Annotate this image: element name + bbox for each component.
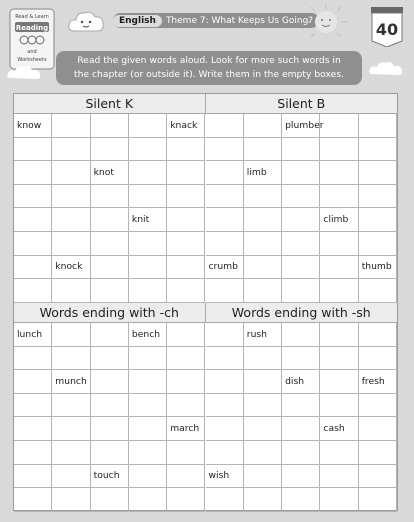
grid-cell[interactable] — [320, 114, 358, 138]
grid-cell[interactable] — [206, 161, 244, 185]
grid-cell[interactable] — [282, 465, 320, 489]
grid-cell[interactable] — [52, 161, 90, 185]
grid-cell[interactable] — [91, 417, 129, 441]
example-word: thumb — [361, 261, 392, 273]
grid-cell[interactable] — [129, 417, 167, 441]
sun-icon — [303, 2, 349, 42]
grid-cell[interactable] — [167, 465, 205, 489]
grid-cell[interactable] — [14, 208, 52, 232]
example-word: knack — [170, 119, 198, 131]
grid-cell[interactable] — [129, 370, 167, 394]
grid-cell[interactable] — [14, 347, 52, 371]
grid-cell[interactable] — [129, 114, 167, 138]
grid-cell[interactable] — [14, 441, 52, 465]
grid-cell[interactable] — [167, 323, 205, 347]
cloud-icon — [368, 58, 408, 78]
grid-cell[interactable] — [206, 417, 244, 441]
grid-cell[interactable] — [52, 279, 90, 303]
instruction-line: the chapter (or outside it). Write them in the empty boxes. — [73, 69, 345, 80]
svg-text:Read & Learn: Read & Learn — [15, 14, 49, 20]
example-word: bench — [131, 328, 161, 340]
grid-cell[interactable] — [206, 347, 244, 371]
example-word: crumb — [208, 261, 238, 273]
grid-cell[interactable] — [320, 347, 358, 371]
grid-cell[interactable] — [244, 394, 282, 418]
grid-cell[interactable] — [282, 161, 320, 185]
example-word: munch — [55, 376, 87, 387]
grid-cell[interactable] — [359, 161, 397, 185]
grid-cell[interactable] — [282, 323, 320, 347]
grid-cell[interactable] — [282, 232, 320, 256]
grid-cell[interactable] — [14, 488, 52, 512]
grid-cell[interactable] — [129, 185, 167, 209]
grid-cell[interactable] — [359, 279, 397, 303]
grid-cell[interactable] — [320, 323, 358, 347]
grid-cell[interactable] — [244, 370, 282, 394]
grid-cell[interactable] — [52, 441, 90, 465]
grid-cell[interactable] — [129, 394, 167, 418]
grid-cell[interactable] — [320, 370, 358, 394]
grid-cell[interactable] — [206, 394, 244, 418]
grid-cell[interactable] — [206, 370, 244, 394]
grid-cell[interactable] — [91, 208, 129, 232]
grid-cell[interactable] — [167, 161, 205, 185]
section-header: Words ending with -ch — [14, 303, 206, 323]
grid-cell[interactable] — [244, 465, 282, 489]
grid-cell[interactable] — [129, 488, 167, 512]
grid-cell[interactable] — [14, 279, 52, 303]
instruction-banner — [56, 51, 362, 85]
grid-cell[interactable] — [52, 394, 90, 418]
grid-cell[interactable] — [14, 465, 52, 489]
grid-cell[interactable] — [359, 232, 397, 256]
grid-cell[interactable] — [91, 279, 129, 303]
grid-cell[interactable] — [14, 417, 52, 441]
section-header: Silent B — [206, 94, 398, 114]
grid-cell[interactable] — [359, 465, 397, 489]
grid-cell[interactable] — [91, 232, 129, 256]
grid-cell[interactable] — [14, 256, 52, 280]
grid-cell[interactable] — [244, 114, 282, 138]
grid-cell[interactable] — [320, 161, 358, 185]
grid-cell[interactable] — [206, 488, 244, 512]
grid-cell[interactable] — [359, 488, 397, 512]
grid-cell[interactable] — [91, 185, 129, 209]
grid-cell[interactable] — [320, 488, 358, 512]
grid-cell[interactable] — [244, 232, 282, 256]
grid-cell[interactable] — [167, 370, 205, 394]
example-word: wish — [208, 470, 230, 482]
grid-cell[interactable] — [282, 256, 320, 280]
grid-cell[interactable] — [282, 347, 320, 371]
grid-cell[interactable] — [359, 347, 397, 371]
grid-cell[interactable] — [359, 323, 397, 347]
grid-cell[interactable] — [91, 114, 129, 138]
grid-cell[interactable] — [52, 417, 90, 441]
example-word: dish — [285, 376, 305, 387]
grid-cell[interactable] — [244, 279, 282, 303]
grid-cell[interactable] — [52, 465, 90, 489]
grid-cell[interactable] — [320, 232, 358, 256]
grid-cell[interactable] — [52, 323, 90, 347]
example-word: limb — [246, 167, 267, 178]
grid-cell[interactable] — [167, 347, 205, 371]
grid-cell[interactable] — [91, 138, 129, 162]
grid-cell[interactable] — [244, 256, 282, 280]
grid-cell[interactable] — [167, 256, 205, 280]
grid-cell[interactable] — [244, 138, 282, 162]
grid-cell[interactable] — [167, 138, 205, 162]
grid-cell[interactable] — [359, 208, 397, 232]
grid-cell[interactable] — [320, 441, 358, 465]
grid-cell[interactable] — [129, 161, 167, 185]
grid-cell[interactable] — [52, 208, 90, 232]
grid-cell[interactable] — [167, 488, 205, 512]
grid-cell[interactable] — [206, 323, 244, 347]
grid-cell[interactable] — [129, 465, 167, 489]
grid-cell[interactable] — [206, 232, 244, 256]
grid-cell[interactable] — [91, 370, 129, 394]
section-header: Words ending with -sh — [206, 303, 398, 323]
grid-cell[interactable] — [282, 488, 320, 512]
grid-cell[interactable] — [91, 394, 129, 418]
grid-cell[interactable] — [320, 138, 358, 162]
grid-cell[interactable] — [282, 394, 320, 418]
grid-cell[interactable] — [359, 441, 397, 465]
grid-cell[interactable] — [282, 208, 320, 232]
grid-cell[interactable] — [91, 441, 129, 465]
example-word: knit — [131, 214, 150, 226]
grid-cell[interactable] — [206, 279, 244, 303]
svg-text:Reading: Reading — [15, 24, 49, 32]
svg-text:Worksheets: Worksheets — [17, 57, 47, 63]
example-word: knock — [55, 261, 83, 273]
grid-cell[interactable] — [244, 185, 282, 209]
grid-cell[interactable] — [244, 208, 282, 232]
grid-cell[interactable] — [359, 394, 397, 418]
grid-cell[interactable] — [129, 232, 167, 256]
grid-cell[interactable] — [14, 161, 52, 185]
example-word: lunch — [17, 328, 43, 340]
grid-cell[interactable] — [244, 417, 282, 441]
anniversary-badge-icon — [370, 7, 404, 47]
grid-cell[interactable] — [282, 185, 320, 209]
example-word: cash — [323, 423, 345, 435]
word-grid-sheet — [13, 93, 398, 511]
publisher-logo — [9, 8, 55, 70]
grid-cell[interactable] — [359, 138, 397, 162]
grid-cell[interactable] — [244, 347, 282, 371]
example-word: march — [170, 423, 200, 435]
grid-cell[interactable] — [359, 114, 397, 138]
grid-cell[interactable] — [167, 232, 205, 256]
subject-label: English — [113, 15, 162, 27]
grid-cell[interactable] — [244, 441, 282, 465]
cloud-icon — [6, 62, 46, 82]
grid-cell[interactable] — [167, 185, 205, 209]
grid-cell[interactable] — [52, 232, 90, 256]
instruction-line: Read the given words aloud. Look for more such words in — [77, 55, 341, 66]
svg-text:and: and — [27, 49, 37, 55]
grid-cell[interactable] — [206, 208, 244, 232]
grid-cell[interactable] — [14, 232, 52, 256]
section-header: Silent K — [14, 94, 206, 114]
example-word: rush — [246, 328, 268, 340]
example-word: touch — [93, 470, 120, 482]
grid-cell[interactable] — [320, 256, 358, 280]
grid-cell[interactable] — [91, 488, 129, 512]
grid-cell[interactable] — [244, 488, 282, 512]
grid-cell[interactable] — [91, 323, 129, 347]
grid-cell[interactable] — [52, 114, 90, 138]
grid-cell[interactable] — [359, 185, 397, 209]
grid-cell[interactable] — [14, 370, 52, 394]
example-word: fresh — [361, 376, 385, 387]
grid-cell[interactable] — [167, 441, 205, 465]
grid-cell[interactable] — [167, 279, 205, 303]
theme-pill — [113, 13, 319, 28]
grid-cell[interactable] — [320, 465, 358, 489]
example-word: plumber — [285, 119, 324, 131]
grid-cell[interactable] — [282, 441, 320, 465]
grid-cell[interactable] — [167, 394, 205, 418]
grid-cell[interactable] — [206, 185, 244, 209]
grid-cell[interactable] — [282, 279, 320, 303]
grid-cell[interactable] — [320, 185, 358, 209]
svg-text:40: 40 — [375, 20, 399, 39]
example-word: know — [17, 119, 42, 131]
grid-cell[interactable] — [52, 138, 90, 162]
grid-cell[interactable] — [282, 417, 320, 441]
grid-cell[interactable] — [206, 114, 244, 138]
grid-cell[interactable] — [129, 347, 167, 371]
grid-cell[interactable] — [52, 488, 90, 512]
grid-cell[interactable] — [14, 394, 52, 418]
theme-title: Theme 7: What Keeps Us Going? — [165, 15, 314, 26]
grid-cell[interactable] — [206, 138, 244, 162]
example-word: knot — [93, 167, 114, 178]
grid-cell[interactable] — [52, 347, 90, 371]
grid-cell[interactable] — [129, 279, 167, 303]
grid-cell[interactable] — [52, 185, 90, 209]
grid-cell[interactable] — [14, 138, 52, 162]
grid-cell[interactable] — [359, 417, 397, 441]
grid-cell[interactable] — [91, 256, 129, 280]
grid-cell[interactable] — [14, 185, 52, 209]
example-word: climb — [323, 214, 349, 226]
grid-cell[interactable] — [167, 208, 205, 232]
grid-cell[interactable] — [129, 138, 167, 162]
grid-cell[interactable] — [320, 394, 358, 418]
grid-cell[interactable] — [129, 256, 167, 280]
grid-cell[interactable] — [91, 347, 129, 371]
grid-cell[interactable] — [320, 279, 358, 303]
smiling-cloud-icon — [66, 7, 106, 37]
grid-cell[interactable] — [206, 441, 244, 465]
grid-cell[interactable] — [282, 138, 320, 162]
grid-cell[interactable] — [129, 441, 167, 465]
